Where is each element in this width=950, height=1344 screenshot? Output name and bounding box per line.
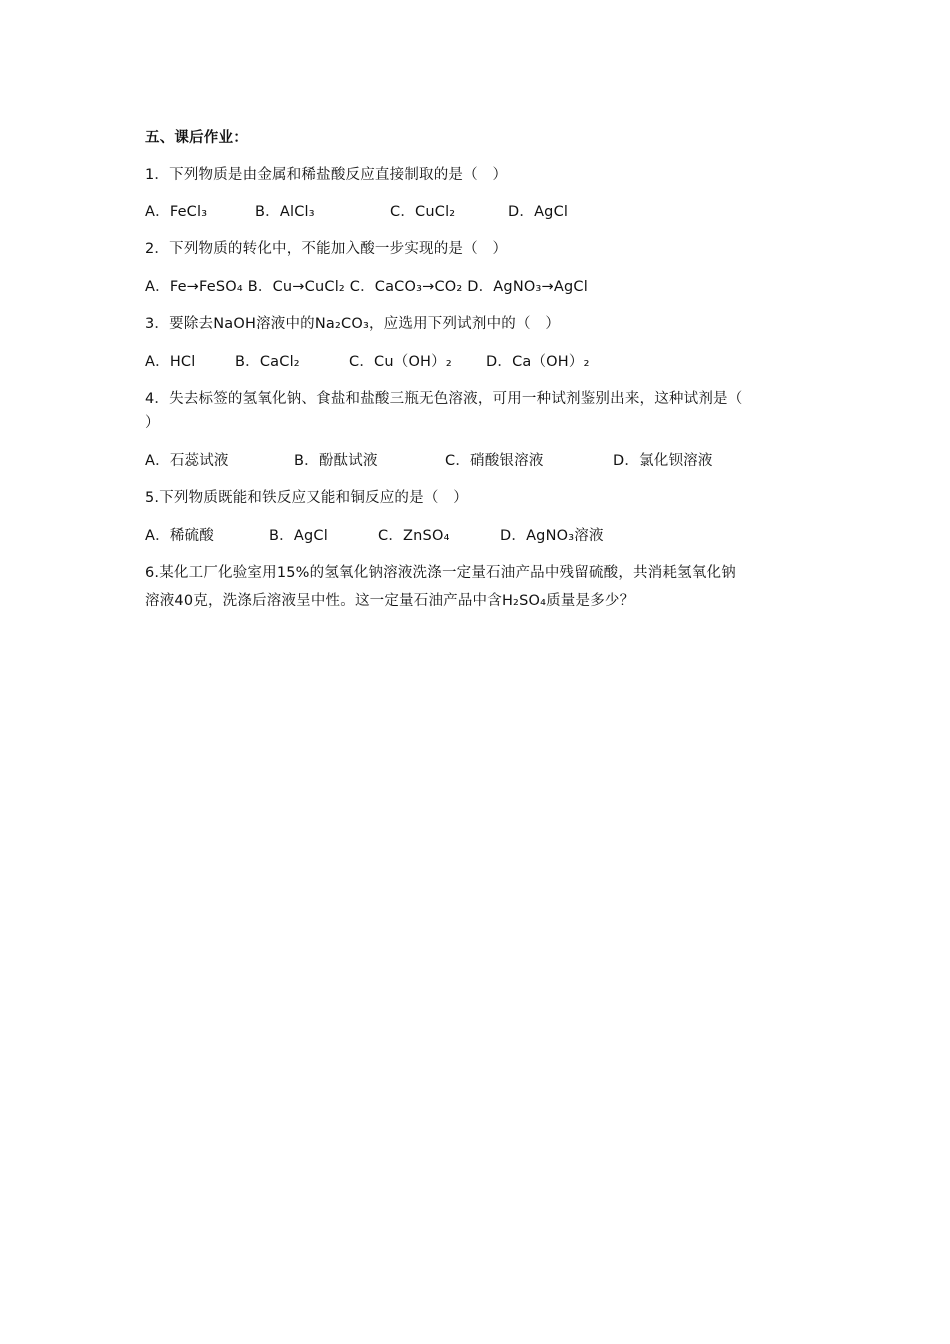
option-c: C．Cu（OH）₂ <box>349 354 452 370</box>
question-1-stem: 1．下列物质是由金属和稀盐酸反应直接制取的是（ ） <box>145 167 508 183</box>
option-d: D．AgCl <box>508 204 569 220</box>
option-c: C．ZnSO₄ <box>378 528 450 544</box>
option-c: C．硝酸银溶液 <box>445 453 544 469</box>
question-3-options <box>145 352 795 372</box>
question-5-stem: 5.下列物质既能和铁反应又能和铜反应的是（ ） <box>145 490 468 506</box>
question-6-stem-line1: 6.某化工厂化验室用15%的氢氧化钠溶液洗涤一定量石油产品中残留硫酸，共消耗氢氧化钠 <box>145 565 736 581</box>
option-a: A．HCl <box>145 354 196 370</box>
option-d: D．AgNO₃溶液 <box>500 528 604 544</box>
question-4-stem-line1: 4．失去标签的氢氧化钠、食盐和盐酸三瓶无色溶液，可用一种试剂鉴别出来，这种试剂是（ <box>145 391 743 407</box>
option-d: D．Ca（OH）₂ <box>486 354 590 370</box>
option-b: B．酚酞试液 <box>294 453 378 469</box>
option-d: D．氯化钡溶液 <box>613 453 713 469</box>
question-4-options <box>145 451 795 471</box>
question-6-stem-line2: 溶液40克，洗涤后溶液呈中性。这一定量石油产品中含H₂SO₄质量是多少？ <box>145 593 635 609</box>
option-a: A．FeCl₃ <box>145 204 208 220</box>
question-3-stem: 3．要除去NaOH溶液中的Na₂CO₃，应选用下列试剂中的（ ） <box>145 316 561 332</box>
question-2-stem: 2．下列物质的转化中，不能加入酸一步实现的是（ ） <box>145 241 508 257</box>
option-b: B．AgCl <box>269 528 328 544</box>
question-2-options: A．Fe→FeSO₄ B．Cu→CuCl₂ C．CaCO₃→CO₂ D．AgNO₃→AgCl <box>145 279 588 295</box>
option-b: B．AlCl₃ <box>255 204 315 220</box>
question-1-options <box>145 202 795 222</box>
option-a: A．稀硫酸 <box>145 528 214 544</box>
option-c: C．CuCl₂ <box>390 204 456 220</box>
question-4-stem-line2: ） <box>145 415 160 431</box>
section-title: 五、课后作业： <box>145 130 248 146</box>
question-5-options <box>145 526 795 546</box>
option-a: A．石蕊试液 <box>145 453 229 469</box>
option-b: B．CaCl₂ <box>235 354 300 370</box>
